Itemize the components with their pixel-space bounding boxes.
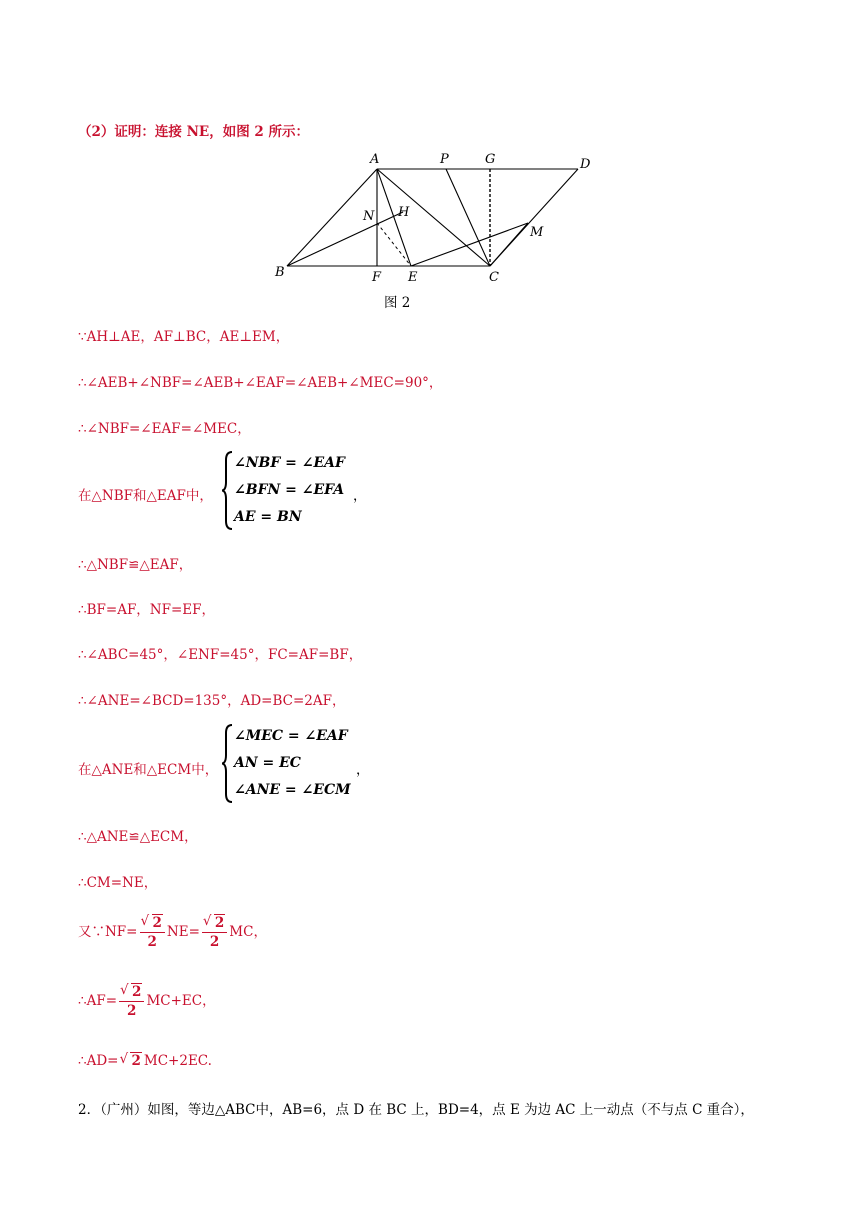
step-12-part2: NE= — [166, 924, 200, 940]
fraction — [119, 983, 144, 1020]
segment-PC — [446, 169, 490, 266]
step-1: ∵AH⊥AE，AF⊥BC，AE⊥EM， — [78, 329, 290, 345]
label-C: C — [489, 270, 499, 285]
segment-EM — [411, 223, 528, 266]
step-14-part1: ∴AD= — [78, 1053, 119, 1069]
system-2-row: ∠ANE = ∠ECM — [234, 782, 351, 798]
label-E: E — [408, 270, 418, 285]
step-14-part2: MC+2EC. — [143, 1053, 212, 1069]
label-H: H — [398, 205, 410, 220]
label-B: B — [275, 265, 285, 280]
denominator: 2 — [147, 934, 157, 950]
label-D: D — [580, 157, 591, 172]
step-13 — [78, 983, 216, 1020]
brace-icon — [222, 723, 234, 804]
step-13-part2: MC+EC， — [146, 993, 216, 1009]
figure-caption: 图 2 — [384, 295, 411, 311]
step-3: ∴∠NBF=∠EAF=∠MEC， — [78, 421, 251, 437]
radicand: 2 — [132, 984, 142, 1000]
step-12 — [78, 914, 267, 951]
label-G: G — [485, 152, 496, 167]
step-11: ∴CM=NE， — [78, 875, 158, 891]
label-N: N — [363, 209, 375, 224]
step-4-suffix: ， — [353, 488, 367, 504]
system-2-row: ∠MEC = ∠EAF — [234, 728, 348, 744]
fraction — [202, 914, 227, 951]
radicand: 2 — [131, 1053, 141, 1069]
radicand: 2 — [152, 915, 162, 931]
step-12-part3: MC， — [229, 924, 267, 940]
segment-BH — [287, 212, 403, 266]
step-5: ∴△NBF≌△EAF， — [78, 557, 193, 573]
step-7: ∴∠ABC=45°，∠ENF=45°，FC=AF=BF， — [78, 647, 363, 663]
denominator: 2 — [209, 934, 220, 950]
system-2-row: AN = EC — [234, 755, 301, 771]
step-2: ∴∠AEB+∠NBF=∠AEB+∠EAF=∠AEB+∠MEC=90°， — [78, 375, 443, 391]
label-A: A — [370, 152, 380, 167]
step-9-suffix: ， — [356, 762, 370, 778]
problem-2-statement: 2．（广州）如图，等边△ABC中，AB=6，点 D 在 BC 上，BD=4，点 E 为边 AC 上一动点（不与点 C 重合）， — [78, 1102, 754, 1118]
geometry-figure — [270, 148, 600, 313]
system-1-row: ∠NBF = ∠EAF — [234, 455, 345, 471]
section-heading: （2）证明：连接 NE，如图 2 所示： — [78, 124, 310, 140]
label-F: F — [372, 270, 382, 285]
segment-NE — [377, 223, 411, 266]
step-10: ∴△ANE≌△ECM， — [78, 829, 198, 845]
step-9-prefix: 在△ANE和△ECM中， — [78, 762, 219, 778]
brace-icon — [222, 450, 234, 531]
radicand: 2 — [214, 915, 225, 931]
step-12-part1: 又∵NF= — [78, 924, 138, 940]
step-14 — [78, 1053, 212, 1069]
label-P: P — [440, 152, 449, 167]
step-13-part1: ∴AF= — [78, 993, 118, 1009]
label-M: M — [530, 225, 544, 240]
system-1-row: ∠BFN = ∠EFA — [234, 482, 345, 498]
step-4-prefix: 在△NBF和△EAF中， — [78, 488, 213, 504]
square-root — [120, 1053, 141, 1069]
step-8: ∴∠ANE=∠BCD=135°，AD=BC=2AF， — [78, 693, 346, 709]
system-1-row: AE = BN — [234, 509, 302, 525]
denominator: 2 — [127, 1003, 137, 1019]
fraction — [140, 914, 165, 951]
step-6: ∴BF=AF，NF=EF， — [78, 602, 216, 618]
